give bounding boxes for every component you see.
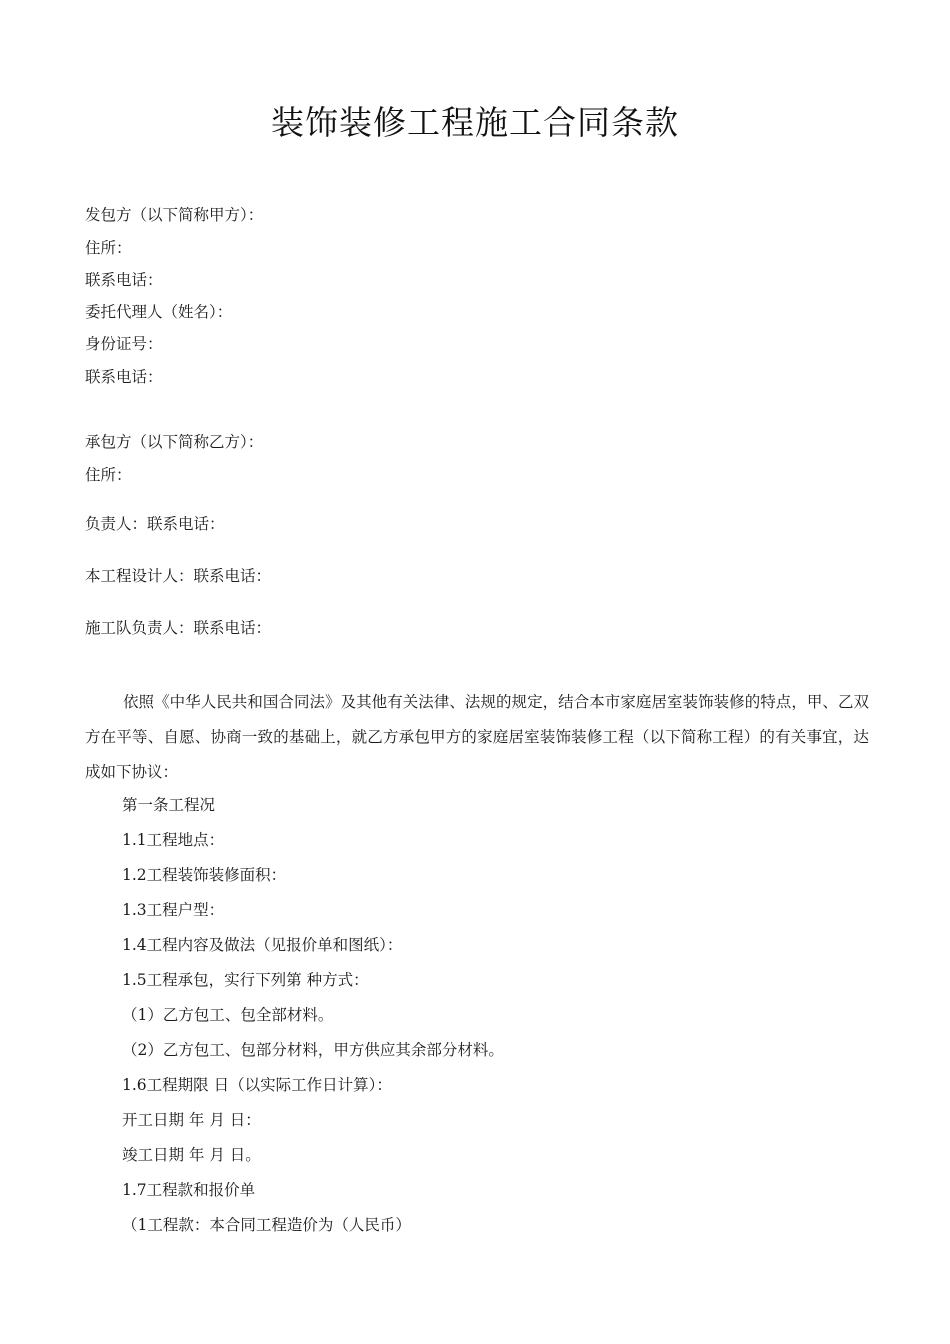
article-1-item: （2）乙方包工、包部分材料，甲方供应其余部分材料。: [122, 1041, 504, 1059]
party-a-agent: 委托代理人（姓名）：: [85, 303, 233, 321]
article-1-item: （1）乙方包工、包全部材料。: [122, 1006, 334, 1024]
article-1-item: 竣工日期 年 月 日。: [122, 1146, 261, 1164]
article-1-item: 1.6工程期限 日（以实际工作日计算）：: [122, 1076, 392, 1094]
article-1-item: 1.2工程装饰装修面积：: [122, 866, 287, 884]
article-1-heading: 第一条工程况: [122, 796, 216, 814]
party-b-crew-leader: 施工队负责人：联系电话：: [85, 619, 272, 637]
party-b-manager: 负责人：联系电话：: [85, 515, 225, 533]
preamble-paragraph: 依照《中华人民共和国合同法》及其他有关法律、法规的规定，结合本市家庭居室装饰装修的特点，甲、乙双方在平等、自愿、协商一致的基础上，就乙方承包甲方的家庭居室装饰装修工程（以下简称工程）的有关事宜，达成如下协议：: [85, 693, 869, 781]
party-a-agent-phone: 联系电话：: [85, 368, 163, 386]
party-b-label: 承包方（以下简称乙方）：: [85, 433, 264, 451]
article-1-item: 1.4工程内容及做法（见报价单和图纸）：: [122, 936, 403, 954]
party-b-address: 住所：: [85, 466, 132, 484]
party-a-label: 发包方（以下简称甲方）：: [85, 206, 264, 224]
party-a-phone: 联系电话：: [85, 271, 163, 289]
party-b-designer: 本工程设计人：联系电话：: [85, 567, 272, 585]
article-1-item: 开工日期 年 月 日：: [122, 1111, 261, 1129]
article-1-item: （1工程款：本合同工程造价为（人民币）: [122, 1216, 411, 1234]
article-1-item: 1.7工程款和报价单: [122, 1181, 256, 1199]
party-a-address: 住所：: [85, 239, 132, 257]
party-a-id-number: 身份证号：: [85, 335, 163, 353]
article-1-item: 1.3工程户型：: [122, 901, 225, 919]
article-1-item: 1.5工程承包，实行下列第 种方式：: [122, 971, 369, 989]
article-1-item: 1.1工程地点：: [122, 831, 225, 849]
document-title: 装饰装修工程施工合同条款: [271, 103, 679, 142]
